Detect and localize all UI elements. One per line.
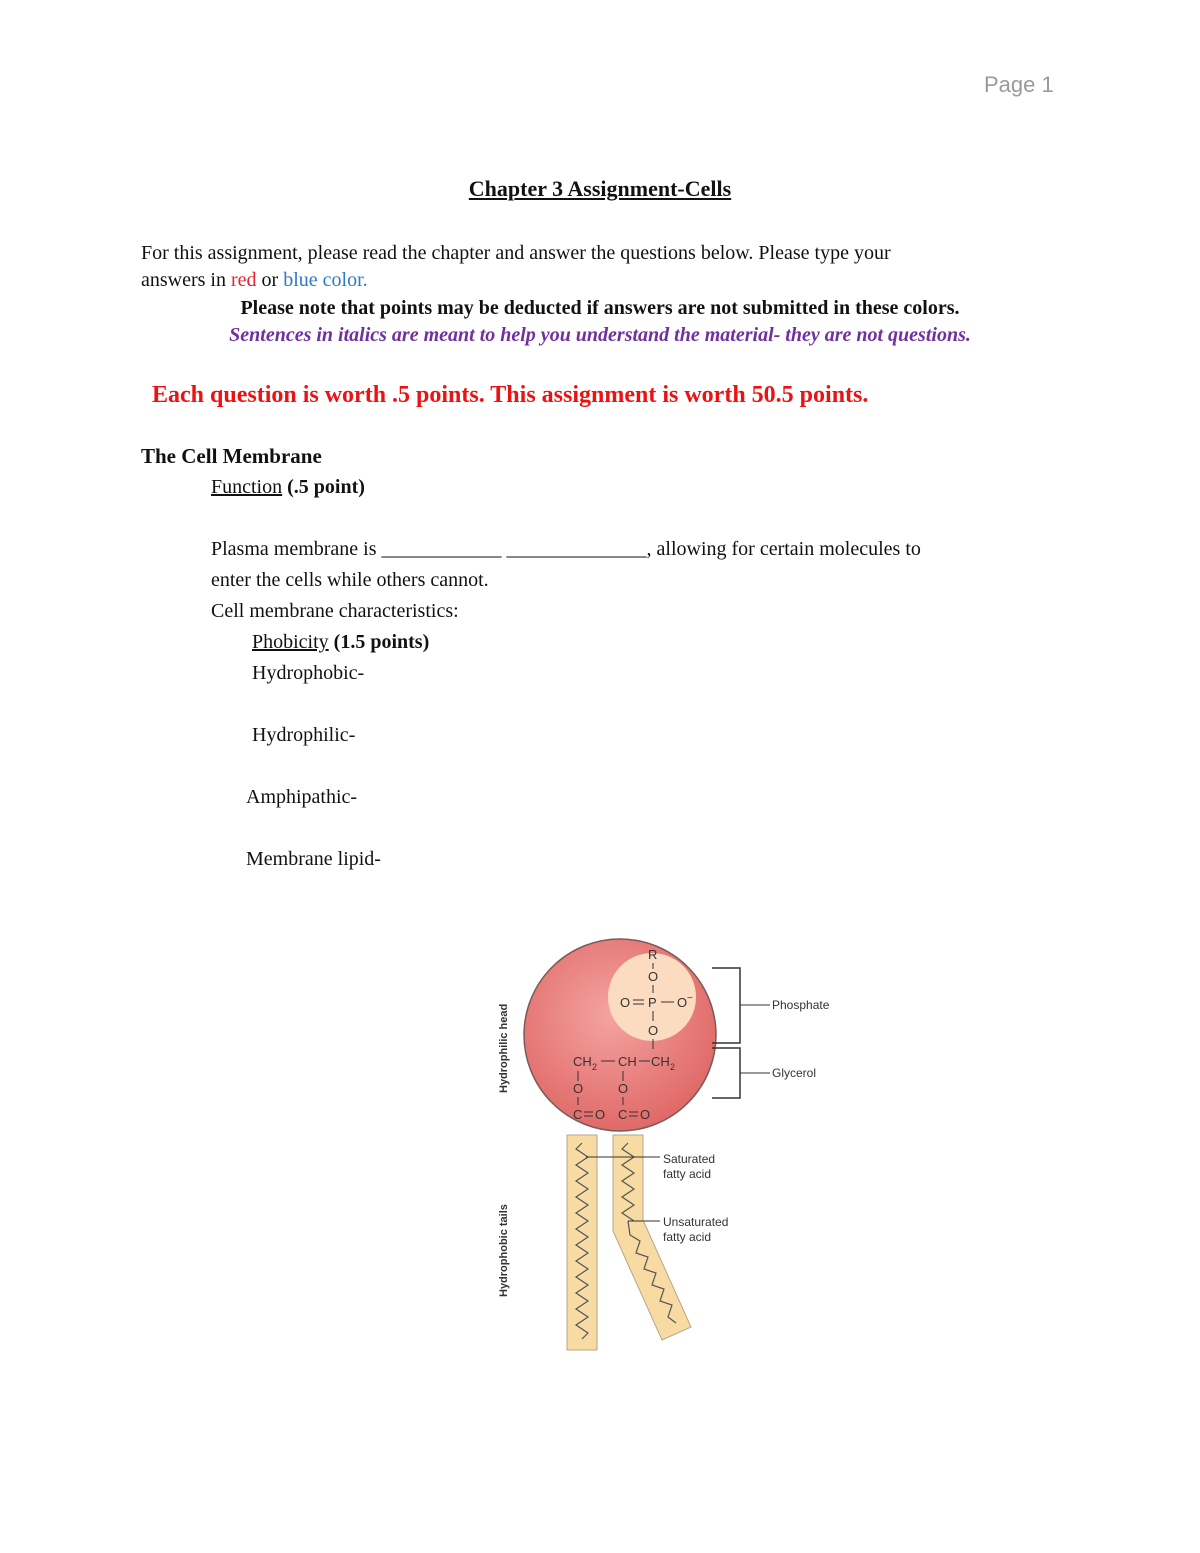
phobicity-line [252,631,429,654]
unsaturated-label: Unsaturated [663,1215,729,1229]
plasma-membrane-line-1: Plasma membrane is ____________ ______________, allowing for certain molecules to [211,538,921,560]
chem-o-bottom: O [648,1023,659,1038]
chem-minus: − [687,993,693,1004]
page-number: Page 1 [984,72,1054,97]
phosphate-bracket [712,968,830,1043]
hydrophilic-head-label: Hydrophilic head [498,1003,510,1093]
chem-sub-right: 2 [670,1062,676,1072]
glycerol-label: Glycerol [772,1066,817,1080]
blue-word: blue color. [283,269,368,291]
page-title: Chapter 3 Assignment-Cells [468,176,732,201]
chem-sub-left: 2 [592,1062,598,1072]
intro-line-2 [141,269,368,292]
red-word: red [230,269,257,291]
saturated-tail [567,1135,597,1350]
or-word: or [256,269,284,291]
chem-c-right: C [618,1107,628,1122]
chem-ch2-left: CH [573,1054,592,1069]
chem-o-minus: O [677,995,688,1010]
function-label: Function [211,476,283,498]
chem-r: R [648,947,658,962]
intro-line-1: For this assignment, please read the chapter and answer the questions below. Please type your [141,242,891,264]
term-hydrophobic: Hydrophobic- [252,662,365,684]
phosphate-label: Phosphate [772,998,830,1012]
chem-o-carbonyl-left: O [595,1107,606,1122]
phobicity-points: (1.5 points) [328,631,430,653]
phobicity-label: Phobicity [252,631,329,653]
chem-o-double: O [620,995,631,1010]
section-heading: The Cell Membrane [141,444,322,468]
hydrophobic-tails-label: Hydrophobic tails [498,1204,510,1297]
term-amphipathic: Amphipathic- [246,786,358,808]
glycerol-bracket [712,1048,816,1098]
unsaturated-label-2: fatty acid [663,1230,712,1244]
chem-o-ester-left: O [573,1081,584,1096]
term-membrane-lipid: Membrane lipid- [246,848,381,870]
chem-c-left: C [573,1107,583,1122]
color-note: Please note that points may be deducted if answers are not submitted in these colors. [240,297,960,319]
chem-ch: CH [618,1054,637,1069]
plasma-membrane-line-2: enter the cells while others cannot. [211,569,489,591]
chem-ch2-right: CH [651,1054,670,1069]
italic-note: Sentences in italics are meant to help you understand the material- they are not questions. [229,324,971,346]
saturated-label: Saturated [663,1152,716,1166]
phospholipid-diagram [480,935,860,1355]
chem-o-ester-right: O [618,1081,629,1096]
function-line [211,476,365,499]
chem-o-carbonyl-right: O [640,1107,651,1122]
saturated-label-2: fatty acid [663,1167,712,1181]
function-points: (.5 point) [282,476,365,498]
chem-p: P [648,995,657,1010]
points-worth-note: Each question is worth .5 points. This assignment is worth 50.5 points. [152,382,869,408]
characteristics-line: Cell membrane characteristics: [211,600,459,622]
term-hydrophilic: Hydrophilic- [252,724,356,746]
intro-line-2-start: answers in [141,269,231,291]
chem-o-top: O [648,969,659,984]
